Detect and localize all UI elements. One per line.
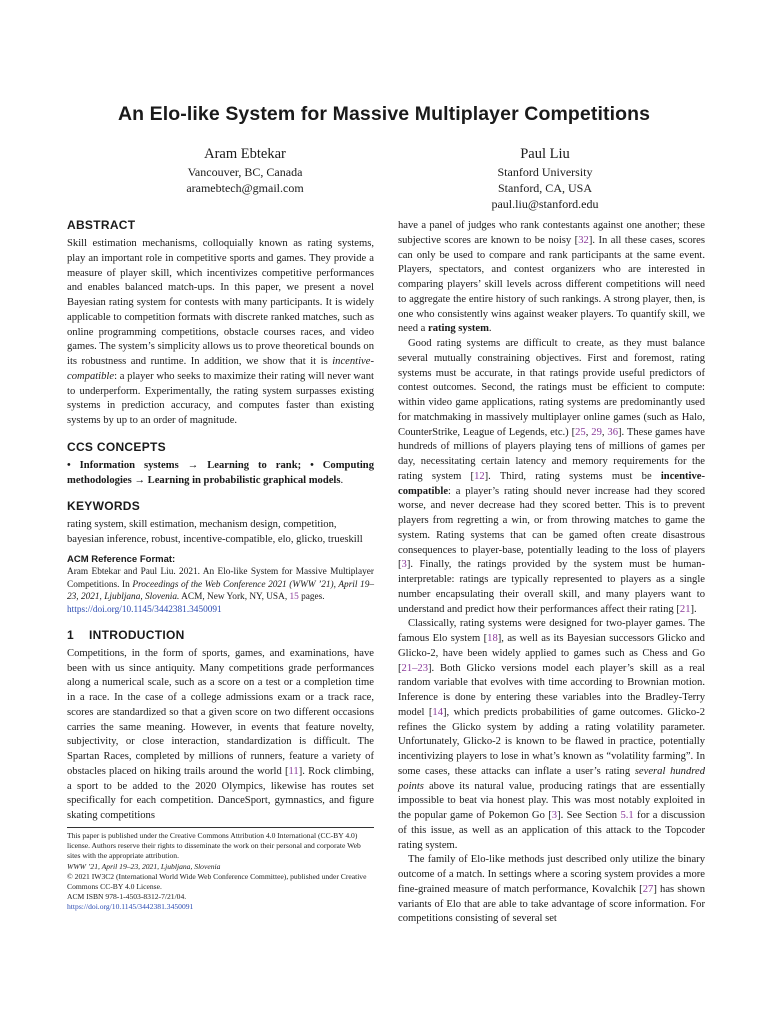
license-footnote (67, 827, 374, 913)
doi-link[interactable]: https://doi.org/10.1145/3442381.3450091 (67, 902, 194, 912)
copyright-line: © 2021 IW3C2 (International World Wide Web Conference Committee), published under Creative Commons CC-BY 4.0 License. (67, 871, 367, 892)
section-link[interactable]: 5.1 (620, 810, 634, 821)
isbn-line: ACM ISBN 978-1-4503-8312-7/21/04. (67, 892, 187, 902)
intro-paragraph: Competitions, in the form of sports, games, and examinations, have been with us since antiquity. Many competitions grade performances along a numerical scale, such as a score on a test or a completion time in a race. In the case of a college admissions exam or a track race, scores are standardized so that a given score on two different occasions carries the same meaning. However, in events that feature novelty, subjectivity, or close interaction, standardization is difficult. The Spartan Races, completed by millions of runners, feature a variety of obstacles placed on hiking trails around the world [11]. Rock climbing, a sport to be added to the 2020 Olympics, likewise has routes set specifically for each competition. DanceSport, gymnastics, and figure skating competitions (67, 647, 374, 822)
keywords-text: rating system, skill estimation, mechanism design, competition, bayesian inference, robust, incentive-compatible, elo, glicko, trueskill (67, 519, 363, 545)
body-paragraph: Classically, rating systems were designed for two-player games. The famous Elo system [18], as well as its Bayesian successors Glicko and Glicko-2, have been widely applied to games such as Chess and Go [21–23]. Both Glicko versions model each player’s skill as a real random variable that evolves with time according to Brownian motion. Inference is done by entering these variables into the Bradley-Terry model [14], which predicts probabilities of game outcomes. Glicko-2 refines the Glicko system by adding a rating volatility parameter. Unfortunately, Glicko-2 is known to be flawed in practice, potentially incentivizing players to lose in what’s known as “volatility farming”. In some cases, these attacks can inflate a user’s rating several hundred points above its natural value, producing ratings that are essentially impossible to beat via honest play. This was most notably exploited in the popular game of Pokemon Go [3]. See Section 5.1 for a discussion of this issue, as well as an application of this attack to the Topcoder rating system. (398, 618, 705, 851)
body-paragraph: The family of Elo-like methods just described only utilize the binary outcome of a match. In settings where a scoring system provides a more fine-grained measure of match performance, Kovalchik [27] has shown variants of Elo that are able to take advantage of score information. For competitions consisting of several set (398, 854, 705, 925)
body-paragraph: have a panel of judges who rank contestants against one another; these subjective scores are known to be noisy [32]. In all these cases, scores can only be used to compare and rank participants at the same event. Players, spectators, and contest organizers who are interested in comparing players’ skill levels across different competitions will need to aggregate the entire history of such rankings. A strong player, then, is one who consistently wins against weaker players. To quantify skill, we need a rating system. (398, 220, 705, 335)
citation-link[interactable]: 32 (578, 234, 589, 246)
abstract-heading: ABSTRACT (67, 218, 136, 232)
paper-title: An Elo-like System for Massive Multiplayer Competitions (117, 103, 651, 125)
author-block-2 (440, 144, 650, 212)
author-block-1 (140, 144, 350, 196)
keywords-heading: KEYWORDS (67, 499, 141, 514)
acm-reference-text: Aram Ebtekar and Paul Liu. 2021. An Elo-like System for Massive Multiplayer Competitions. In Proceedings of the Web Conference 2021 (WWW ’21), April 19–23, 2021, Ljubljana, Slovenia. ACM, New York, NY, USA, 15 pages. https://doi.org/10.1145/3442381.3450091 (67, 566, 374, 616)
citation-link[interactable]: 21–23 (401, 662, 429, 674)
license-text: This paper is published under the Creative Commons Attribution 4.0 International (CC-BY 4.0) license. Authors reserve their rights to disseminate the work on their personal and corporate Web sites with the appropriate attribution. (67, 831, 361, 861)
author-name: Aram Ebtekar (204, 146, 286, 162)
citation-link[interactable]: 25 (575, 426, 586, 438)
citation-link[interactable]: 36 (607, 426, 618, 438)
acm-reference-heading: ACM Reference Format: (67, 553, 176, 565)
abstract-text: Skill estimation mechanisms, colloquially known as rating systems, play an important role in competitive sports and games. They provide a measure of player skill, which incentivizes competitive performances and enables balanced match-ups. In this paper, we present a novel Bayesian rating system for contests with many participants. It is widely applicable to competition formats with discrete ranked matches, such as online programming competitions, obstacle courses races, and video games. The system’s simplicity allows us to prove theoretical bounds on its robustness and runtime. In addition, we show that it is incentive-compatible: a player who seeks to maximize their rating will never want to underperform. Experimentally, the rating system surpasses existing systems in prediction accuracy, and computes faster than existing systems by up to an order of magnitude. (67, 238, 374, 426)
right-column (398, 219, 705, 927)
conference-line: WWW ’21, April 19–23, 2021, Ljubljana, Slovenia (67, 861, 221, 871)
author-location: Stanford, CA, USA (497, 181, 592, 195)
author-affiliation: Stanford University (497, 165, 593, 179)
section-heading-introduction: 1 INTRODUCTION (67, 627, 185, 642)
citation-link[interactable]: 11 (288, 765, 299, 777)
author-affiliation: Vancouver, BC, Canada (187, 165, 303, 179)
citation-link[interactable]: 3 (401, 559, 407, 571)
body-paragraph: Good rating systems are difficult to create, as they must balance several mutually constraining objectives. First and foremost, rating systems must be accurate, in that ratings provide useful predictors of contest outcomes. Second, the ratings must be efficient to compute: within video game applications, rating systems are predominantly used for matchmaking in massively multiplayer online games (such as Halo, CounterStrike, League of Legends, etc.) [25, 29, 36]. These games have hundreds of millions of players playing tens of millions of games per day, necessitating certain latency and memory requirements for the rating system [12]. Third, rating systems must be incentive-compatible: a player’s rating should never increase had they scored worse, and never decrease had they scored better. This is to prevent players from regretting a win, or from throwing matches to game the system. Rating systems that can be gamed often create disastrous consequences to player-base, potentially leading to the loss of players [3]. Finally, the ratings provided by the system must be human-interpretable: ratings are typically represented to players as a single number encapsulating their overall skill, and many players want to understand and predict how their performances affect their rating [21]. (398, 338, 706, 615)
citation-link[interactable]: 29 (591, 426, 602, 438)
doi-link[interactable]: https://doi.org/10.1145/3442381.3450091 (67, 605, 222, 616)
author-name: Paul Liu (520, 146, 570, 162)
author-email: paul.liu@stanford.edu (491, 197, 599, 211)
citation-link[interactable]: 3 (551, 810, 558, 821)
author-email: aramebtech@gmail.com (186, 181, 304, 195)
citation-link[interactable]: 12 (474, 470, 485, 482)
citation-link[interactable]: 18 (487, 633, 498, 644)
citation-link[interactable]: 27 (642, 883, 654, 895)
left-column (67, 217, 374, 824)
citation-link[interactable]: 14 (432, 706, 443, 718)
ccs-text: • Information systems → Learning to rank; • Computing methodologies → Learning in probabilistic graphical models. (67, 459, 374, 486)
ccs-heading: CCS CONCEPTS (67, 439, 166, 454)
citation-link[interactable]: 21 (679, 603, 691, 615)
